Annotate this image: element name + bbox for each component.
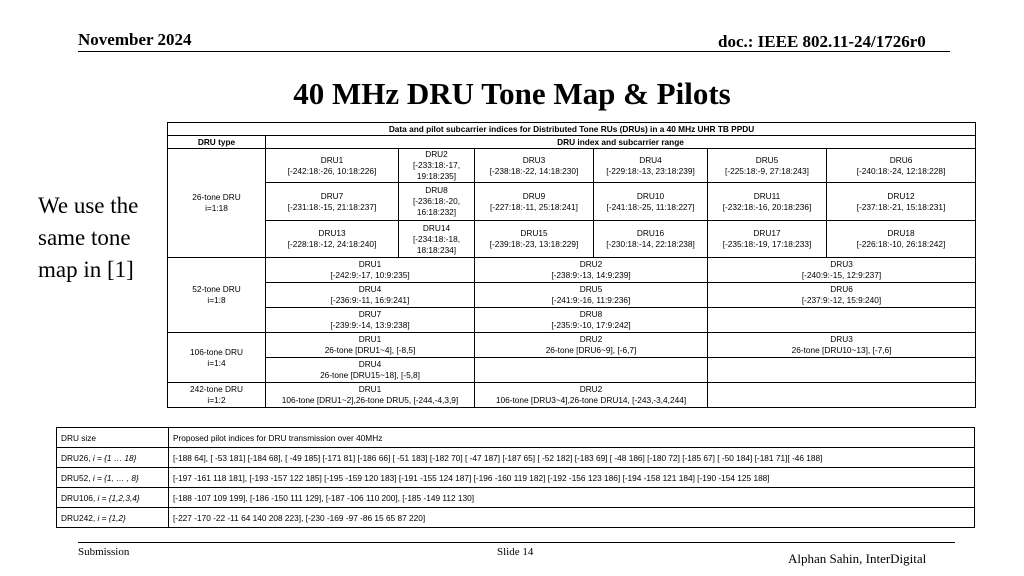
pilot-dru-size: DRU26, i = {1 … 18} [57, 448, 169, 468]
col-header-dru-range: DRU index and subcarrier range [266, 136, 976, 149]
header-divider [78, 51, 950, 52]
dru-cell-empty [475, 358, 708, 383]
dru-cell: DRU9 [-227:18:-11, 25:18:241] [475, 183, 594, 221]
pilot-indices: [-197 -161 118 181], [-193 -157 122 185] [-195 -159 120 183] [-191 -155 124 187] [-196 -160 119 182] [-192 -156 123 186] [-194 -158 121 184] [-190 -154 125 188] [169, 468, 975, 488]
dru-cell-empty [708, 383, 976, 408]
dru-type-26: 26-tone DRU i=1:18 [168, 149, 266, 258]
dru-cell: DRU6 [-240:18:-24, 12:18:228] [827, 149, 976, 183]
dru-type-52: 52-tone DRU i=1:8 [168, 258, 266, 333]
dru-cell: DRU17 [-235:18:-19, 17:18:233] [708, 221, 827, 258]
table-row [57, 508, 975, 528]
dru-cell: DRU1 [-242:18:-26, 10:18:226] [266, 149, 399, 183]
header-date: November 2024 [78, 30, 192, 49]
dru-cell: DRU3 [-238:18:-22, 14:18:230] [475, 149, 594, 183]
dru-cell: DRU12 [-237:18:-21, 15:18:231] [827, 183, 976, 221]
pilot-col-header-size: DRU size [57, 428, 169, 448]
dru-cell: DRU1 [-242:9:-17, 10:9:235] [266, 258, 475, 283]
table-row [57, 468, 975, 488]
footer-submission: Submission [78, 546, 130, 558]
dru-cell: DRU6 [-237:9:-12, 15:9:240] [708, 283, 976, 308]
dru-cell-empty [708, 308, 976, 333]
pilot-col-header-indices: Proposed pilot indices for DRU transmission over 40MHz [169, 428, 975, 448]
dru-cell: DRU10 [-241:18:-25, 11:18:227] [594, 183, 708, 221]
footer-author: Alphan Sahin, InterDigital [788, 551, 927, 566]
pilot-dru-size: DRU52, i = {1, … , 8} [57, 468, 169, 488]
dru-cell: DRU14 [-234:18:-18, 18:18:234] [399, 221, 475, 258]
dru-cell: DRU5 [-225:18:-9, 27:18:243] [708, 149, 827, 183]
dru-cell: DRU2 26-tone [DRU6~9], [-6,7] [475, 333, 708, 358]
dru-cell-empty [708, 358, 976, 383]
dru-cell: DRU1 26-tone [DRU1~4], [-8,5] [266, 333, 475, 358]
header-doc-id: doc.: IEEE 802.11-24/1726r0 [718, 32, 926, 51]
pilot-indices: [-188 64], [ -53 181] [-184 68], [ -49 185] [-171 81] [-186 66] [ -51 183] [-182 70] [ -47 187] [-187 65] [ -52 182] [-183 69] [ -48 186] [-180 72] [-185 67] [ -50 184] [-181 71][ -46 188] [169, 448, 975, 468]
dru-cell: DRU5 [-241:9:-16, 11:9:236] [475, 283, 708, 308]
dru-type-106: 106-tone DRU i=1:4 [168, 333, 266, 383]
dru-cell: DRU4 [-229:18:-13, 23:18:239] [594, 149, 708, 183]
dru-tone-map-table [167, 122, 976, 408]
dru-cell: DRU3 [-240:9:-15, 12:9:237] [708, 258, 976, 283]
pilot-dru-size: DRU242, i = {1,2} [57, 508, 169, 528]
dru-cell: DRU2 [-233:18:-17, 19:18:235] [399, 149, 475, 183]
footer-slide-number: Slide 14 [497, 546, 534, 558]
table-row [57, 488, 975, 508]
dru-cell: DRU16 [-230:18:-14, 22:18:238] [594, 221, 708, 258]
dru-cell: DRU15 [-239:18:-23, 13:18:229] [475, 221, 594, 258]
side-note [38, 190, 158, 286]
dru-cell: DRU11 [-232:18:-16, 20:18:236] [708, 183, 827, 221]
dru-type-242: 242-tone DRU i=1:2 [168, 383, 266, 408]
dru-cell: DRU4 [-236:9:-11, 16:9:241] [266, 283, 475, 308]
footer-divider [78, 542, 955, 543]
dru-cell: DRU1 106-tone [DRU1~2],26-tone DRU5, [-244,-4,3,9] [266, 383, 475, 408]
col-header-dru-type: DRU type [168, 136, 266, 149]
dru-cell: DRU4 26-tone [DRU15~18], [-5,8] [266, 358, 475, 383]
table-caption: Data and pilot subcarrier indices for Distributed Tone RUs (DRUs) in a 40 MHz UHR TB PPDU [168, 123, 976, 136]
side-note-line: same tone [38, 225, 131, 250]
dru-cell: DRU7 [-231:18:-15, 21:18:237] [266, 183, 399, 221]
dru-cell: DRU8 [-236:18:-20, 16:18:232] [399, 183, 475, 221]
table-row [57, 448, 975, 468]
dru-cell: DRU2 [-238:9:-13, 14:9:239] [475, 258, 708, 283]
side-note-line: We use the [38, 193, 139, 218]
pilot-indices: [-227 -170 -22 -11 64 140 208 223], [-230 -169 -97 -86 15 65 87 220] [169, 508, 975, 528]
dru-cell: DRU13 [-228:18:-12, 24:18:240] [266, 221, 399, 258]
pilot-indices: [-188 -107 109 199], [-186 -150 111 129], [-187 -106 110 200], [-185 -149 112 130] [169, 488, 975, 508]
slide-title: 40 MHz DRU Tone Map & Pilots [293, 76, 731, 111]
side-note-line: map in [1] [38, 257, 134, 282]
dru-cell: DRU2 106-tone [DRU3~4],26-tone DRU14, [-243,-3,4,244] [475, 383, 708, 408]
dru-cell: DRU18 [-226:18:-10, 26:18:242] [827, 221, 976, 258]
dru-cell: DRU7 [-239:9:-14, 13:9:238] [266, 308, 475, 333]
dru-cell: DRU3 26-tone [DRU10~13], [-7,6] [708, 333, 976, 358]
dru-cell: DRU8 [-235:9:-10, 17:9:242] [475, 308, 708, 333]
pilot-dru-size: DRU106, i = {1,2,3,4} [57, 488, 169, 508]
pilot-indices-table [56, 427, 975, 528]
